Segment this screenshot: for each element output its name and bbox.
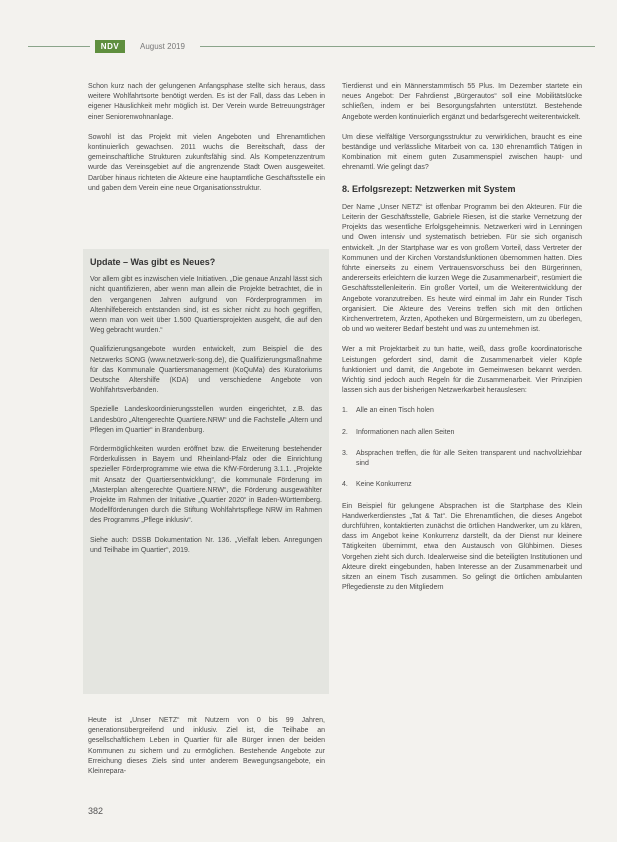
body-paragraph: Der Name „Unser NETZ“ ist offenbar Programm bei den Akteuren. Für die Leiterin der Geschäftsstelle, Gabriele Riesen, ist die starke Vernetzung der Projekts das wesentliche Erfolgsgeheimnis. Netzwerkeri wird in Lenningen und Owen intensiv und systematisch betrieben. Für sie sich organisch entwickelt. „In der Startphase war es von großem Vorteil, dass Vertreter der Kommunen und der Kirchen Vorstandsfunktionen übernommen hatten. Dies führte einerseits zu einem Vertrauensvorschuss bei den Bürgerinnen, andererseits erleichtern die kurzen Wege die Zusammenarbeit“, resümiert die Geschäftsstellenleiterin. Ein großer Vorteil, um die Weiterentwicklung der Angebote voranzutreiben. Es heute wird einmal im Jahr ein Runder Tisch organisiert. Die Akteure des Vereins treffen sich mit den örtlichen Kirchenvertretern, Ärzten, Apotheken und Bürgermeistern, um zu überlegen, ob und wo weiterer Bedarf besteht und was zu unternehmen ist.	[342, 203, 582, 334]
left-column-bottom	[88, 716, 325, 787]
section-heading: 8. Erfolgsrezept: Netzwerken mit System	[342, 183, 516, 194]
principles-list	[342, 406, 582, 490]
list-item: 4. Keine Konkurrenz	[342, 481, 412, 489]
list-item: 2. Informationen nach allen Seiten	[342, 428, 455, 436]
info-box-paragraph: Spezielle Landeskoordinierungsstellen wurden eingerichtet, z.B. das Landesbüro „Altengerechte Quartiere.NRW“ und die Fachstelle „Altern und Pflegen im Quartier“ in Brandenburg.	[90, 406, 322, 434]
info-box-paragraph: Fördermöglichkeiten wurden eröffnet bzw. die Erweiterung bestehender Förderkulissen in Bayern und Rheinland-Pfalz oder die Einrichtung spezieller Förderprogramme wie etwa die KfW-Förderung 3.1.1. „Projekte mit Ansatz der Quartiersentwicklung“, die kommunale Förderung im „Masterplan altengerechte Quartiere.NRW“, die Förderung ausgewählter Projekte im Rahmen der Initiative „Quartier 2020“ in Baden-Württemberg. Modellförderungen durch die Stiftung Wohlfahrtspflege NRW im Rahmen des Programms „Pflege inklusiv“.	[90, 446, 322, 525]
list-item: 1. Alle an einen Tisch holen	[342, 407, 434, 415]
body-paragraph: Schon kurz nach der gelungenen Anfangsphase stellte sich heraus, dass weitere Wohlfahrtsorte benötigt werden. Es ist der Fall, dass das Leben in eigener Häuslichkeit mehr möglich ist. Der Verein wurde Betreuungsträger einer Seniorenwohnanlage.	[88, 83, 325, 121]
info-box-title: Update – Was gibt es Neues?	[90, 257, 216, 267]
header-rule	[28, 46, 90, 47]
body-paragraph: Heute ist „Unser NETZ“ mit Nutzern von 0 bis 99 Jahren, generationsübergreifend und inklusiv. Ziel ist, die Teilhabe an gesellschaftlichem Leben in Quartier für alle Bürger innen der beiden Kommunen zu sichern und zu ermöglichen. Bestehende Angebote zur Erreichung dieses Ziels sind unter anderem Bewegungsangebote, ein Kleinrepara-	[88, 717, 325, 776]
left-column-top	[88, 82, 325, 204]
body-paragraph: Wer a mit Projektarbeit zu tun hatte, weiß, dass große koordinatorische Leistungen gefordert sind, damit die Zusammenarbeit vieler Köpfe funktioniert und damit, die Angebote im Gemeinwesen bekannt werden. Wichtig sind jedoch auch Regeln für die Zusammenarbeit. Vier Prinzipien lassen sich aus der bisherigen Netzwerkarbeit herauslesen:	[342, 346, 582, 395]
header-rule	[200, 46, 595, 47]
info-box-paragraph: Qualifizierungsangebote wurden entwickelt, zum Beispiel die des Netzwerks SONG (www.netzwerk-song.de), die Qualifizierungsmaßnahme für das Kommunale Quartiersmanagement (KoQuMa) des Kuratoriums Deutsche Altershilfe (KDA) und verschiedene Angebote von Wohlfahrtsverbänden.	[90, 346, 322, 395]
body-paragraph: Tierdienst und ein Männerstammtisch 55 Plus. Im Dezember startete ein neues Angebot: Der Fahrdienst „Bürgerautos“ soll eine Mobilitätslücke schließen, indem er bei Besorgungsfahrten unterstützt. Bestehende Angebote werden kontinuierlich ergänzt und bedarfsgerecht weiterentwickelt.	[342, 83, 582, 121]
info-box-paragraph: Vor allem gibt es inzwischen viele Initiativen. „Die genaue Anzahl lässt sich nicht quantifizieren, aber wenn man allein die Projekte betrachtet, die in den vergangenen Jahren aufgrund von Förderprogrammen im Altenhilfebereich entstanden sind, ist es sicher nicht zu hoch gegriffen, wenn man von weit über 1.500 Quartiersprojekten ausgeht, die auf den Weg gebracht wurden.“	[90, 276, 322, 335]
journal-badge: NDV	[95, 40, 125, 53]
issue-date: August 2019	[140, 42, 185, 51]
body-paragraph: Sowohl ist das Projekt mit vielen Angeboten und Ehrenamtlichen kontinuierlich gewachsen. 2011 wuchs die Bereitschaft, dass der gemeinschaftliche Strukturen zukunftsfähig sind. Als Kompetenzzentrum wurde das Vereinsgebiet auf die angrenzende Stadt Owen ausgeweitet. Darüber hinaus richteten die Akteure eine hauptamtliche Geschäftsstelle ein und gaben dem Verein eine neue Organisationsstruktur.	[88, 133, 325, 192]
info-box-paragraph: Siehe auch: DSSB Dokumentation Nr. 136. „Vielfalt leben. Anregungen und Teilhabe im Quartier“, 2019.	[90, 536, 322, 554]
list-item: 3. Absprachen treffen, die für alle Seiten transparent und nachvollziehbar sind	[342, 449, 582, 468]
right-column	[342, 82, 582, 603]
body-paragraph: Ein Beispiel für gelungene Absprachen ist die Startphase des Klein Handwerkerdienstes „Tat & Tat“. Die Ehrenamtlichen, die dieses Angebot durchführen, kontaktierten zunächst die örtlichen Handwerker, um zu klären, dass im Angebot keine Konkurrenz darstellt, da der Dienst nur kleinere Tätigkeiten übernimmt, etwa den Austausch von Glühbirnen. Dieses Vorgehen zieht sich durch. Idealerweise sind die beteiligten Institutionen und Akteure direkt eingebunden, haben Interesse an der Zusammenarbeit und sitzen an einem Tisch zusammen. So gelingt die örtlichen ambulanten Pflegedienste zu den Mitgliedern	[342, 502, 582, 592]
body-paragraph: Um diese vielfältige Versorgungsstruktur zu verwirklichen, braucht es eine beständige und verlässliche Mitarbeit von ca. 130 ehrenamtlich Tätigen in Kombination mit einem guten Zusammenspiel zwischen haupt- und ehrenamtl. Wie gelingt das?	[342, 133, 582, 172]
page-number: 382	[88, 806, 104, 816]
info-box	[83, 249, 329, 694]
